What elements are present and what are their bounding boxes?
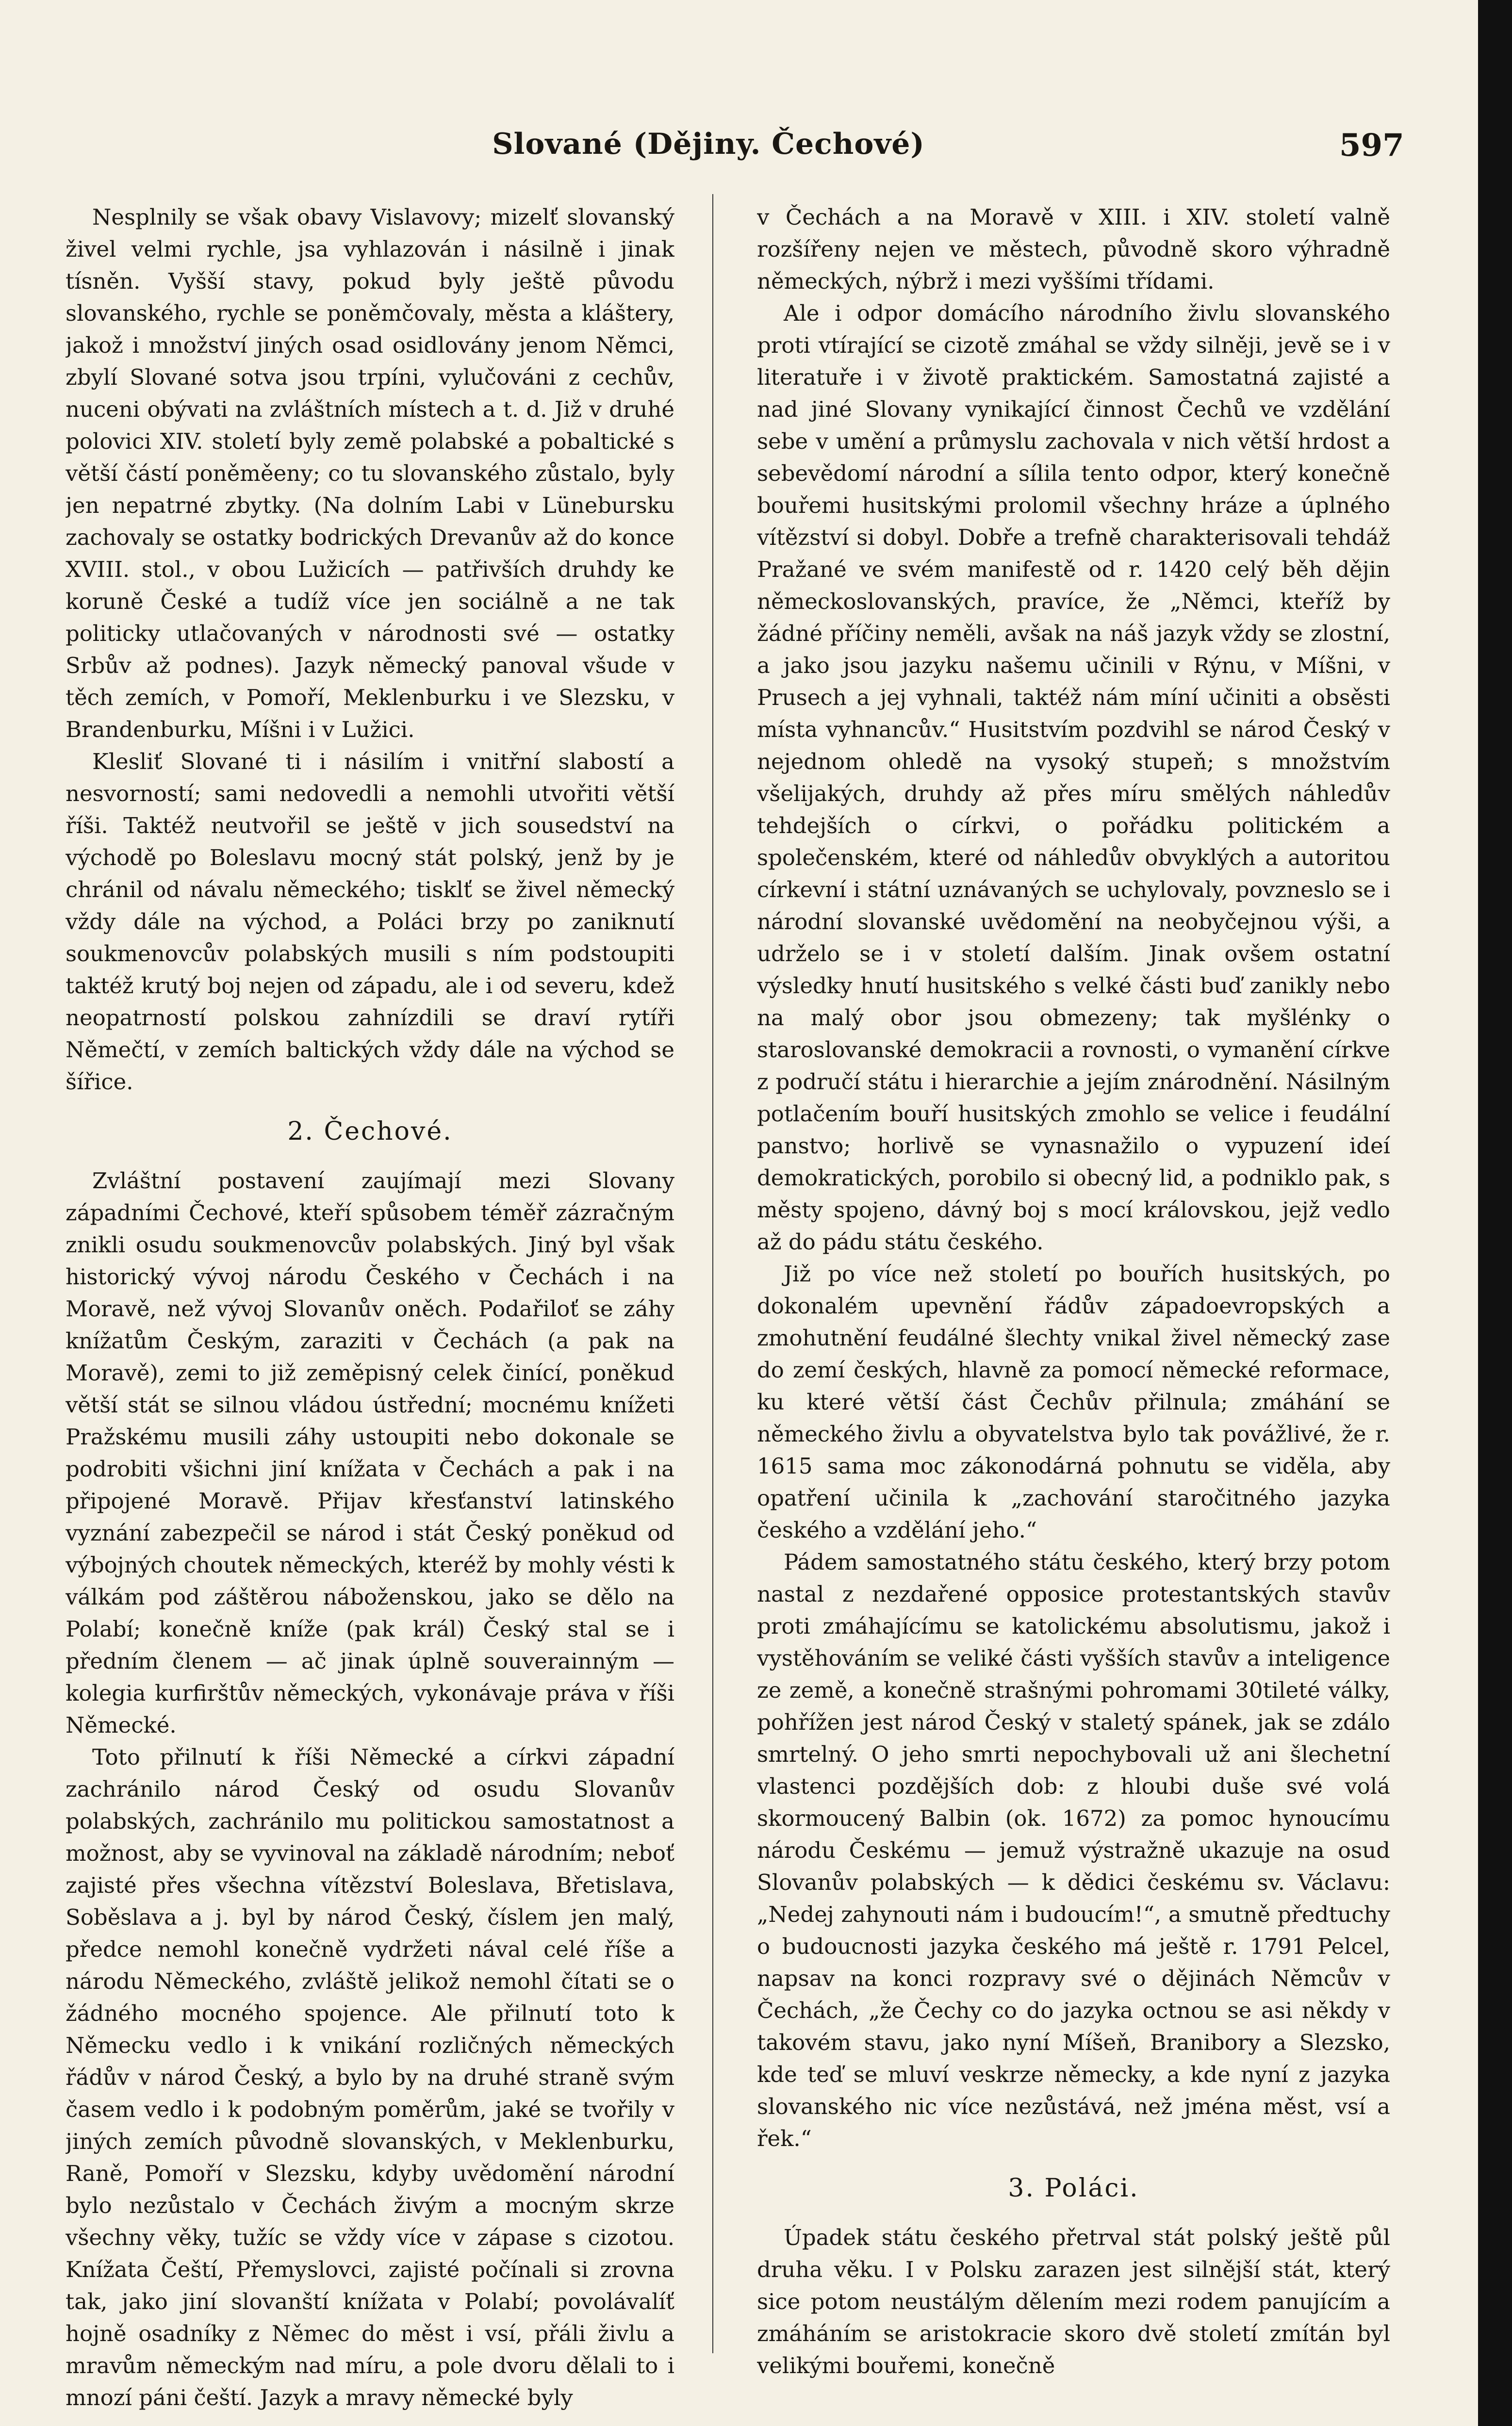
column-divider bbox=[712, 194, 713, 2353]
paragraph-slavs-decline: Nesplnily se však obavy Vislavovy; mizelť slovanský živel velmi rychle, jsa vyhlazován i násilně i jinak tísněn. Vyšší stavy, pokud byly ještě původu slovanského, rychle se poněmčovaly, města a kláštery, jakož i množství jiných osad osidlovány jenom Němci, zbylí Slované sotva jsou trpíni, vylučováni z cechův, nuceni obývati na zvláštních místech a t. d. Již v druhé polovici XIV. století byly země polabské a pobaltické s větší částí poněměeny; co tu slovanského zůstalo, byly jen nepatrné zbytky. (Na dolním Labi v Lünebursku zachovaly se ostatky bodrických Drevanův až do konce XVIII. stol., v obou Lužicích — patřivších druhdy ke koruně České a tudíž více jen sociálně a ne tak politicky utlačovaných v národnosti své — ostatky Srbův až podnes). Jazyk německý panoval všude v těch zemích, v Pomoří, Meklenburku i ve Slezsku, v Brandenburku, Míšni i v Lužici. bbox=[66, 204, 674, 742]
paragraph-czechs-position: Zvláštní postavení zaujímají mezi Slovany západními Čechové, kteří spůsobem téměř zázračným znikli osudu soukmenovcův polabských. Jiný byl však historický vývoj národu Českého v Čechách i na Moravě, než vývoj Slovanův oněch. Podařiloť se záhy knížatům Českým, zaraziti v Čechách (a pak na Moravě), zemi to již zeměpisný celek činící, poněkud větší stát se silnou vládou ústřední; mocnému knížeti Pražskému musili záhy ustoupiti nebo dokonale se podrobiti všichni jiní knížata v Čechách a pak i na připojené Moravě. Přijav křesťanství latinského vyznání zabezpečil se národ i stát Český poněkud od výbojných choutek německých, kteréž by mohly vésti k válkám pod záštěrou náboženskou, jako se dělo na Polabí; konečně kníže (pak král) Český stal se i předním členem — ač jinak úplně souverainným — kolegia kurfirštův německých, vykonávaje práva v říši Německé. bbox=[66, 1168, 674, 1738]
paragraph-hussite-resistance: Ale i odpor domácího národního živlu slovanského proti vtírající se cizotě zmáhal se vždy silněji, jevě se i v literatuře i v životě praktickém. Samostatná zajisté a nad jiné Slovany vynikající činnost Čechů ve vzdělání sebe v umění a průmyslu zachovala v nich větší hrdost a sebevědomí národní a sílila tento odpor, který konečně bouřemi husitskými prolomil všechny hráze a úplného vítězství si dobyl. Dobře a trefně charakterisovali tehdáž Pražané ve svém manifestě od r. 1420 celý běh dějin německoslovanských, pravíce, že „Němci, kteříž by žádné příčiny neměli, avšak na náš jazyk vždy se zlostní, a jako jsou jazyku našemu učinili v Rýnu, v Míšni, v Prusech a jej vyhnali, taktéž nám míní učiniti a obsěsti místa vyhnancův.“ Husitstvím pozdvihl se národ Český v nejednom ohledě na vysoký stupeň; s množstvím všelijakých, druhdy až přes míru smělých náhledův tehdejších o církvi, o pořádku politickém a společenském, které od náhledův obvyklých a autoritou církevní i státní uznávaných se uchylovaly, povzneslo se i národní slovanské uvědomění na neobyčejnou výši, a udrželo se i v století dalším. Jinak ovšem ostatní výsledky hnutí husitského s velké části buď zanikly nebo na malý obor jsou obmezeny; tak myšlénky o staroslovanské demokracii a rovnosti, o vymanění církve z područí státu i hierarchie a jejím znárodnění. Násilným potlačením bouří husitských zmohlo se velice i feudální panstvo; horlivě se vynasnažilo o vypuzení ideí demokratických, porobilo si obecný lid, a podniklo pak, s městy spojeno, dávný boj s mocí královskou, jejž vedlo až do pádu státu českého. bbox=[757, 300, 1390, 1255]
paragraph-slavs-weakness: Klesliť Slované ti i násilím i vnitřní slabostí a nesvorností; sami nedovedli a nemohli utvořiti větší říši. Taktéž neutvořil se ještě v jich sousedství na východě po Boleslavu mocný stát polský, jenž by je chránil od návalu německého; tisklť se živel německý vždy dále na východ, a Poláci brzy po zaniknutí soukmenovcův polabských musili s ním podstoupiti taktéž krutý boj nejen od západu, ale i od severu, kdež neopatrností polskou zahnízdili se draví rytíři Němečtí, v zemích baltických vždy dále na východ se šířice. bbox=[66, 749, 674, 1095]
paragraph-reformation: Již po více než století po bouřích husitských, po dokonalém upevnění řádův západoevropských a zmohutnění feudálné šlechty vnikal živel německý zase do zemí českých, hlavně za pomocí německé reformace, ku které větší část Čechův přilnula; zmáhání se německého živlu a obyvatelstva bylo tak povážlivé, že r. 1615 sama moc zákonodárná pohnutu se viděla, aby opatření učinila k „zachování staročitného jazyka českého a vzdělání jeho.“ bbox=[757, 1261, 1390, 1543]
left-column bbox=[66, 201, 674, 2426]
page-header bbox=[0, 127, 1475, 180]
paragraph-czechs-german-empire: Toto přilnutí k říši Německé a církvi západní zachránilo národ Český od osudu Slovanův polabských, zachránilo mu politickou samostatnost a možnost, aby se vyvinoval na základě národním; neboť zajisté přes všechna vítězství Boleslava, Břetislava, Soběslava a j. byl by národ Český, číslem jen malý, předce nemohl konečně vydržeti nával celé říše a národu Německého, zvláště jelikož nemohl čítati se o žádného mocného spojence. Ale přilnutí toto k Německu vedlo i k vnikání rozličných německých řádův v národ Český, a bylo by na druhé straně svým časem vedlo i k podobným poměrům, jaké se tvořily v jiných zemích původně slovanských, v Meklenburku, Raně, Pomoří v Slezsku, kdyby uvědomění národní bylo nezůstalo v Čechách živým a mocným skrze všechny věky, tužíc se vždy více v zápase s cizotou. Knížata Čeští, Přemyslovci, zajisté počínali si zrovna tak, jako jiní slovanští knížata v Polabí; povolávalíť hojně osadníky z Němec do měst i vsí, přáli živlu a mravům německým nad míru, a pole dvoru dělali to i mnozí páni čeští. Jazyk a mravy německé byly bbox=[66, 1744, 674, 2410]
page-number: 597 bbox=[1339, 127, 1404, 164]
section-heading-czechs: 2. Čechové. bbox=[287, 1117, 453, 1146]
section-heading-poles: 3. Poláci. bbox=[1008, 2174, 1139, 2203]
scan-edge bbox=[1478, 0, 1512, 2426]
right-column bbox=[757, 201, 1390, 2426]
running-title: Slované (Dějiny. Čechové) bbox=[492, 127, 925, 161]
paragraph-continuation: v Čechách a na Moravě v XIII. i XIV. století valně rozšířeny nejen ve městech, původně skoro výhradně německých, nýbrž i mezi vyššími třídami. bbox=[757, 204, 1390, 294]
paragraph-poland: Úpadek státu českého přetrval stát polský ještě půl druha věku. I v Polsku zarazen jest silnější stát, který sice potom neustálým dělením mezi rodem panujícím a zmáháním se aristokracie skoro dvě století zmítán byl velikými bouřemi, konečně bbox=[757, 2225, 1390, 2378]
paragraph-fall-of-state: Pádem samostatného státu českého, který brzy potom nastal z nezdařené opposice protestantských stavův proti zmáhajícímu se katolickému absolutismu, jakož i vystěhováním se veliké části vyšších stavův a inteligence ze země, a konečně strašnými pohromami 30tileté války, pohřížen jest národ Český v staletý spánek, jak se zdálo smrtelný. O jeho smrti nepochybovali už ani šlechetní vlastenci pozdějších dob: z hloubi duše své volá skormoucený Balbin (ok. 1672) za pomoc hynoucímu národu Českému — jemuž výstražně ukazuje na osud Slovanův polabských — k dědici českému sv. Václavu: „Nedej zahynouti nám i budoucím!“, a smutně předtuchy o budoucnosti jazyka českého má ještě r. 1791 Pelcel, napsav na konci rozpravy své o dějinách Němcův v Čechách, „že Čechy co do jazyka octnou se asi někdy v takovém stavu, jako nyní Míšeň, Branibory a Slezsko, kde teď se mluví veskrze německy, a kde nyní z jazyka slovanského nic více nezůstává, než jména měst, vsí a řek.“ bbox=[757, 1549, 1390, 2151]
